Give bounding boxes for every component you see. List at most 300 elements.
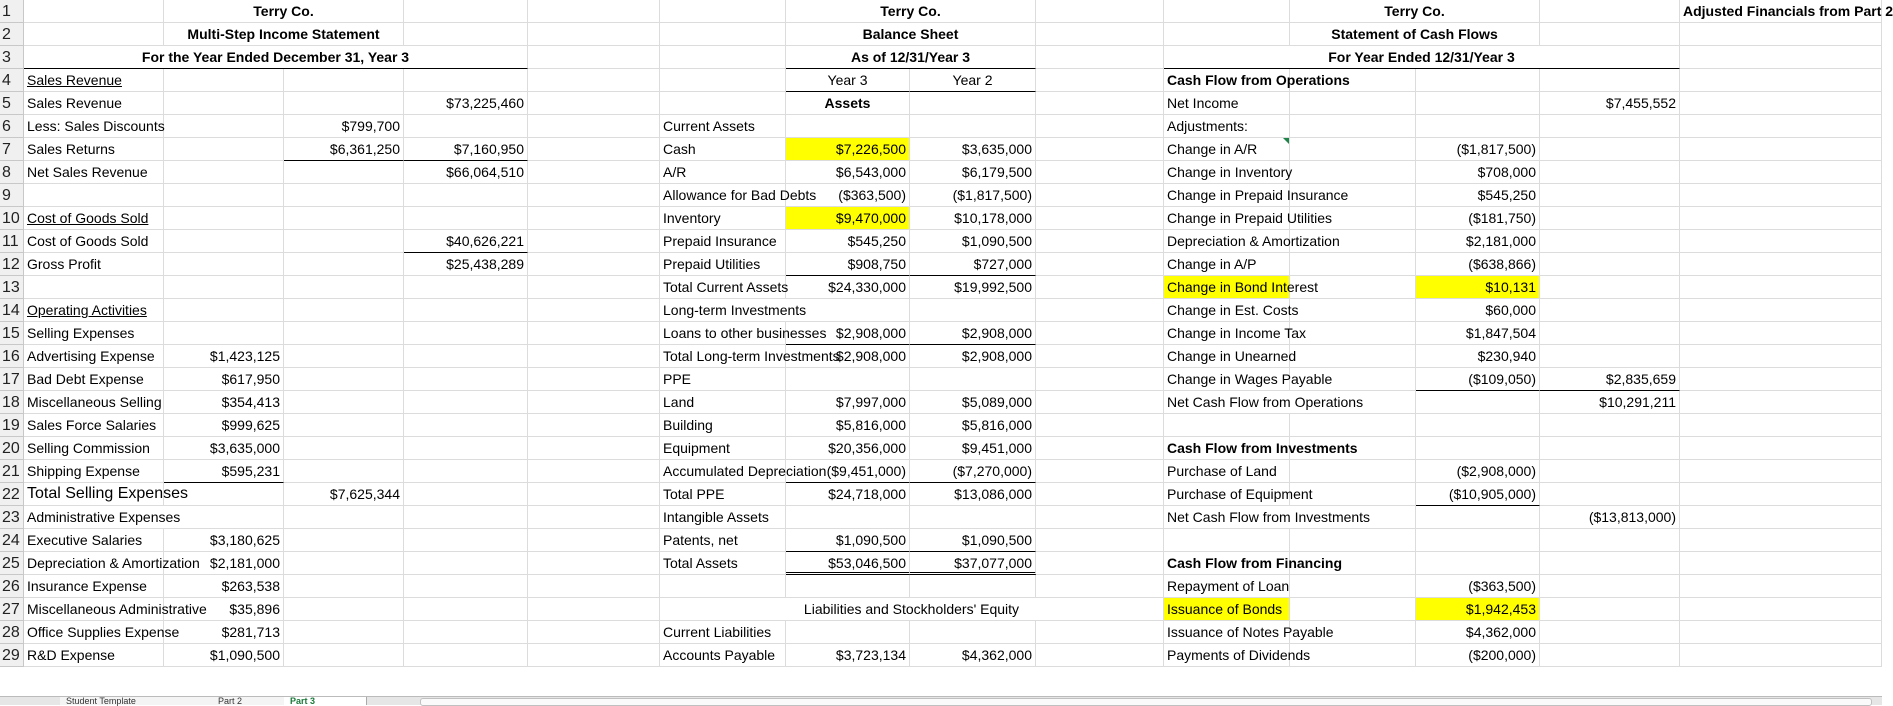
cell-h19[interactable]: $5,816,000: [910, 414, 1036, 437]
cell-l18[interactable]: [1416, 391, 1540, 414]
cell-d8[interactable]: $66,064,510: [404, 161, 528, 184]
cell-m22[interactable]: [1540, 483, 1680, 506]
cell-i15[interactable]: [1036, 322, 1164, 345]
cell-j5[interactable]: Net Income: [1164, 92, 1290, 115]
cell-b9[interactable]: [164, 184, 284, 207]
cell-e17[interactable]: [528, 368, 660, 391]
cell-n24[interactable]: [1680, 529, 1882, 552]
cell-n16[interactable]: [1680, 345, 1882, 368]
cell-b8[interactable]: [164, 161, 284, 184]
row-header[interactable]: 17: [0, 368, 24, 391]
cell-e3[interactable]: [528, 46, 660, 69]
cell-k28[interactable]: [1290, 621, 1416, 644]
cell-e14[interactable]: [528, 299, 660, 322]
cell-m26[interactable]: [1540, 575, 1680, 598]
row-header[interactable]: 8: [0, 161, 24, 184]
cell-a1[interactable]: [24, 0, 164, 23]
cell-g6[interactable]: [786, 115, 910, 138]
row-header[interactable]: 5: [0, 92, 24, 115]
cell-j29[interactable]: Payments of Dividends: [1164, 644, 1290, 667]
cell-a25[interactable]: Depreciation & Amortization: [24, 552, 164, 575]
cell-c12[interactable]: [284, 253, 404, 276]
row-header[interactable]: 22: [0, 483, 24, 506]
cell-f8[interactable]: A/R: [660, 161, 786, 184]
cell-k16[interactable]: [1290, 345, 1416, 368]
cell-d19[interactable]: [404, 414, 528, 437]
row-header[interactable]: 2: [0, 23, 24, 46]
cell-g19[interactable]: $5,816,000: [786, 414, 910, 437]
cell-i1[interactable]: [1036, 0, 1164, 23]
cell-l8[interactable]: $708,000: [1416, 161, 1540, 184]
cell-f13[interactable]: Total Current Assets: [660, 276, 786, 299]
cell-i8[interactable]: [1036, 161, 1164, 184]
cell-m18[interactable]: $10,291,211: [1540, 391, 1680, 414]
cell-f17[interactable]: PPE: [660, 368, 786, 391]
cell-f25[interactable]: Total Assets: [660, 552, 786, 575]
cell-l7[interactable]: ($1,817,500): [1416, 138, 1540, 161]
cell-k29[interactable]: [1290, 644, 1416, 667]
row-header[interactable]: 1: [0, 0, 24, 23]
cell-n2[interactable]: [1680, 23, 1882, 46]
cell-g18[interactable]: $7,997,000: [786, 391, 910, 414]
cell-a23[interactable]: Administrative Expenses: [24, 506, 284, 529]
cell-g2[interactable]: Balance Sheet: [786, 23, 1036, 46]
cell-k20[interactable]: [1290, 437, 1416, 460]
cell-g28[interactable]: [786, 621, 910, 644]
cell-a5[interactable]: Sales Revenue: [24, 92, 164, 115]
cell-a15[interactable]: Selling Expenses: [24, 322, 164, 345]
cell-b29[interactable]: $1,090,500: [164, 644, 284, 667]
cell-m10[interactable]: [1540, 207, 1680, 230]
cell-e16[interactable]: [528, 345, 660, 368]
cell-f28[interactable]: Current Liabilities: [660, 621, 786, 644]
cell-d24[interactable]: [404, 529, 528, 552]
cell-g11[interactable]: $545,250: [786, 230, 910, 253]
cell-m21[interactable]: [1540, 460, 1680, 483]
cell-n25[interactable]: [1680, 552, 1882, 575]
cell-m1[interactable]: [1540, 0, 1680, 23]
cell-h16[interactable]: $2,908,000: [910, 345, 1036, 368]
cell-a24[interactable]: Executive Salaries: [24, 529, 164, 552]
cell-g29[interactable]: $3,723,134: [786, 644, 910, 667]
cell-h4[interactable]: Year 2: [910, 69, 1036, 92]
cell-d13[interactable]: [404, 276, 528, 299]
cell-i9[interactable]: [1036, 184, 1164, 207]
cell-i18[interactable]: [1036, 391, 1164, 414]
cell-j28[interactable]: Issuance of Notes Payable: [1164, 621, 1290, 644]
row-header[interactable]: 29: [0, 644, 24, 667]
cell-f12[interactable]: Prepaid Utilities: [660, 253, 786, 276]
cell-d12[interactable]: $25,438,289: [404, 253, 528, 276]
cell-i20[interactable]: [1036, 437, 1164, 460]
cell-k17[interactable]: [1290, 368, 1416, 391]
cell-l4[interactable]: [1416, 69, 1540, 92]
cell-i26[interactable]: [1036, 575, 1164, 598]
cell-b17[interactable]: $617,950: [164, 368, 284, 391]
cell-f21[interactable]: Accumulated Depreciation: [660, 460, 786, 483]
cell-k9[interactable]: [1290, 184, 1416, 207]
cell-a19[interactable]: Sales Force Salaries: [24, 414, 164, 437]
cell-n10[interactable]: [1680, 207, 1882, 230]
cell-i7[interactable]: [1036, 138, 1164, 161]
cell-n6[interactable]: [1680, 115, 1882, 138]
row-header[interactable]: 6: [0, 115, 24, 138]
cell-c15[interactable]: [284, 322, 404, 345]
cell-m20[interactable]: [1540, 437, 1680, 460]
cell-j13[interactable]: Change in Bond Interest: [1164, 276, 1290, 299]
cell-j25[interactable]: Cash Flow from Financing: [1164, 552, 1290, 575]
cell-k11[interactable]: [1290, 230, 1416, 253]
horizontal-scrollbar[interactable]: [420, 698, 1872, 706]
cell-a18[interactable]: Miscellaneous Selling: [24, 391, 164, 414]
cell-g13[interactable]: $24,330,000: [786, 276, 910, 299]
cell-c10[interactable]: [284, 207, 404, 230]
cell-l16[interactable]: $230,940: [1416, 345, 1540, 368]
cell-c18[interactable]: [284, 391, 404, 414]
cell-n19[interactable]: [1680, 414, 1882, 437]
cell-e18[interactable]: [528, 391, 660, 414]
cell-h23[interactable]: [910, 506, 1036, 529]
cell-a29[interactable]: R&D Expense: [24, 644, 164, 667]
cell-j17[interactable]: Change in Wages Payable: [1164, 368, 1290, 391]
cell-m13[interactable]: [1540, 276, 1680, 299]
cell-j21[interactable]: Purchase of Land: [1164, 460, 1290, 483]
cell-e2[interactable]: [528, 23, 660, 46]
cell-h8[interactable]: $6,179,500: [910, 161, 1036, 184]
cell-l10[interactable]: ($181,750): [1416, 207, 1540, 230]
cell-k24[interactable]: [1290, 529, 1416, 552]
cell-n3[interactable]: [1680, 46, 1882, 69]
cell-a21[interactable]: Shipping Expense: [24, 460, 164, 483]
cell-b13[interactable]: [164, 276, 284, 299]
cell-a17[interactable]: Bad Debt Expense: [24, 368, 164, 391]
cell-l25[interactable]: [1416, 552, 1540, 575]
cell-c13[interactable]: [284, 276, 404, 299]
cell-d6[interactable]: [404, 115, 528, 138]
cell-i28[interactable]: [1036, 621, 1164, 644]
cell-g16[interactable]: $2,908,000: [786, 345, 910, 368]
cell-m4[interactable]: [1540, 69, 1680, 92]
cell-m8[interactable]: [1540, 161, 1680, 184]
cell-j24[interactable]: [1164, 529, 1290, 552]
cell-c28[interactable]: [284, 621, 404, 644]
cell-n4[interactable]: [1680, 69, 1882, 92]
cell-n21[interactable]: [1680, 460, 1882, 483]
cell-m28[interactable]: [1540, 621, 1680, 644]
cell-g21[interactable]: ($9,451,000): [786, 460, 910, 483]
cell-h22[interactable]: $13,086,000: [910, 483, 1036, 506]
cell-d22[interactable]: [404, 483, 528, 506]
cell-h14[interactable]: [910, 299, 1036, 322]
cell-c23[interactable]: [284, 506, 404, 529]
cell-c19[interactable]: [284, 414, 404, 437]
cell-e11[interactable]: [528, 230, 660, 253]
cell-j18[interactable]: Net Cash Flow from Operations: [1164, 391, 1416, 414]
cell-m25[interactable]: [1540, 552, 1680, 575]
cell-l24[interactable]: [1416, 529, 1540, 552]
cell-i21[interactable]: [1036, 460, 1164, 483]
cell-i25[interactable]: [1036, 552, 1164, 575]
cell-c7[interactable]: $6,361,250: [284, 138, 404, 161]
cell-h18[interactable]: $5,089,000: [910, 391, 1036, 414]
cell-f26[interactable]: [660, 575, 786, 598]
cell-n13[interactable]: [1680, 276, 1882, 299]
cell-e23[interactable]: [528, 506, 660, 529]
cell-d23[interactable]: [404, 506, 528, 529]
cell-n29[interactable]: [1680, 644, 1882, 667]
cell-m6[interactable]: [1540, 115, 1680, 138]
cell-h26[interactable]: [910, 575, 1036, 598]
cell-c4[interactable]: [284, 69, 404, 92]
cell-j11[interactable]: Depreciation & Amortization: [1164, 230, 1290, 253]
cell-h21[interactable]: ($7,270,000): [910, 460, 1036, 483]
cell-d15[interactable]: [404, 322, 528, 345]
cell-f9[interactable]: Allowance for Bad Debts: [660, 184, 786, 207]
cell-g1[interactable]: Terry Co.: [786, 0, 1036, 23]
cell-k6[interactable]: [1290, 115, 1416, 138]
cell-h13[interactable]: $19,992,500: [910, 276, 1036, 299]
cell-c8[interactable]: [284, 161, 404, 184]
cell-c16[interactable]: [284, 345, 404, 368]
cell-n17[interactable]: [1680, 368, 1882, 391]
cell-f2[interactable]: [660, 23, 786, 46]
cell-i3[interactable]: [1036, 46, 1164, 69]
cell-e22[interactable]: [528, 483, 660, 506]
cell-h6[interactable]: [910, 115, 1036, 138]
cell-b7[interactable]: [164, 138, 284, 161]
cell-m17[interactable]: $2,835,659: [1540, 368, 1680, 391]
cell-m5[interactable]: $7,455,552: [1540, 92, 1680, 115]
cell-l11[interactable]: $2,181,000: [1416, 230, 1540, 253]
cell-e26[interactable]: [528, 575, 660, 598]
cell-d5[interactable]: $73,225,460: [404, 92, 528, 115]
cell-e8[interactable]: [528, 161, 660, 184]
cell-d29[interactable]: [404, 644, 528, 667]
cell-l23[interactable]: [1416, 506, 1540, 529]
cell-k22[interactable]: [1290, 483, 1416, 506]
cell-f23[interactable]: Intangible Assets: [660, 506, 786, 529]
cell-g17[interactable]: [786, 368, 910, 391]
cell-d14[interactable]: [404, 299, 528, 322]
cell-d1[interactable]: [404, 0, 528, 23]
cell-h17[interactable]: [910, 368, 1036, 391]
cell-h25[interactable]: $37,077,000: [910, 552, 1036, 575]
cell-h10[interactable]: $10,178,000: [910, 207, 1036, 230]
cell-g3[interactable]: As of 12/31/Year 3: [786, 46, 1036, 69]
cell-g24[interactable]: $1,090,500: [786, 529, 910, 552]
cell-n8[interactable]: [1680, 161, 1882, 184]
cell-k19[interactable]: [1290, 414, 1416, 437]
cell-b1[interactable]: Terry Co.: [164, 0, 404, 23]
cell-e27[interactable]: [528, 598, 660, 621]
cell-f24[interactable]: Patents, net: [660, 529, 786, 552]
cell-m16[interactable]: [1540, 345, 1680, 368]
row-header[interactable]: 7: [0, 138, 24, 161]
cell-b16[interactable]: $1,423,125: [164, 345, 284, 368]
cell-f3[interactable]: [660, 46, 786, 69]
cell-e28[interactable]: [528, 621, 660, 644]
row-header[interactable]: 9: [0, 184, 24, 207]
cell-d4[interactable]: [404, 69, 528, 92]
cell-j23[interactable]: Net Cash Flow from Investments: [1164, 506, 1416, 529]
cell-g26[interactable]: [786, 575, 910, 598]
row-header[interactable]: 28: [0, 621, 24, 644]
cell-i11[interactable]: [1036, 230, 1164, 253]
cell-k5[interactable]: [1290, 92, 1416, 115]
cell-b20[interactable]: $3,635,000: [164, 437, 284, 460]
sheet-tab[interactable]: Part 2: [212, 697, 295, 705]
cell-b18[interactable]: $354,413: [164, 391, 284, 414]
row-header[interactable]: 16: [0, 345, 24, 368]
cell-h24[interactable]: $1,090,500: [910, 529, 1036, 552]
cell-d9[interactable]: [404, 184, 528, 207]
cell-i13[interactable]: [1036, 276, 1164, 299]
cell-i5[interactable]: [1036, 92, 1164, 115]
cell-i29[interactable]: [1036, 644, 1164, 667]
cell-d16[interactable]: [404, 345, 528, 368]
cell-a26[interactable]: Insurance Expense: [24, 575, 164, 598]
cell-b12[interactable]: [164, 253, 284, 276]
row-header[interactable]: 11: [0, 230, 24, 253]
cell-j10[interactable]: Change in Prepaid Utilities: [1164, 207, 1290, 230]
cell-e4[interactable]: [528, 69, 660, 92]
row-header[interactable]: 19: [0, 414, 24, 437]
cell-m15[interactable]: [1540, 322, 1680, 345]
cell-a11[interactable]: Cost of Goods Sold: [24, 230, 164, 253]
cell-l26[interactable]: ($363,500): [1416, 575, 1540, 598]
cell-j9[interactable]: Change in Prepaid Insurance: [1164, 184, 1290, 207]
cell-i22[interactable]: [1036, 483, 1164, 506]
cell-l14[interactable]: $60,000: [1416, 299, 1540, 322]
cell-e19[interactable]: [528, 414, 660, 437]
cell-a7[interactable]: Sales Returns: [24, 138, 164, 161]
cell-e9[interactable]: [528, 184, 660, 207]
cell-l13[interactable]: $10,131: [1416, 276, 1540, 299]
cell-k26[interactable]: [1290, 575, 1416, 598]
cell-c9[interactable]: [284, 184, 404, 207]
cell-a12[interactable]: Gross Profit: [24, 253, 164, 276]
cell-b21[interactable]: $595,231: [164, 460, 284, 483]
cell-e5[interactable]: [528, 92, 660, 115]
cell-l19[interactable]: [1416, 414, 1540, 437]
cell-g4[interactable]: Year 3: [786, 69, 910, 92]
cell-f5[interactable]: [660, 92, 786, 115]
cell-j27[interactable]: Issuance of Bonds: [1164, 598, 1290, 621]
cell-g9[interactable]: ($363,500): [786, 184, 910, 207]
cell-d27[interactable]: [404, 598, 528, 621]
row-header[interactable]: 15: [0, 322, 24, 345]
cell-e6[interactable]: [528, 115, 660, 138]
cell-b11[interactable]: [164, 230, 284, 253]
cell-a20[interactable]: Selling Commission: [24, 437, 164, 460]
cell-l22[interactable]: ($10,905,000): [1416, 483, 1540, 506]
cell-c22[interactable]: $7,625,344: [284, 483, 404, 506]
cell-k8[interactable]: [1290, 161, 1416, 184]
cell-k14[interactable]: [1290, 299, 1416, 322]
cell-c11[interactable]: [284, 230, 404, 253]
cell-b27[interactable]: $35,896: [164, 598, 284, 621]
cell-g7[interactable]: $7,226,500: [786, 138, 910, 161]
cell-d28[interactable]: [404, 621, 528, 644]
cell-i19[interactable]: [1036, 414, 1164, 437]
cell-g15[interactable]: $2,908,000: [786, 322, 910, 345]
cell-i4[interactable]: [1036, 69, 1164, 92]
cell-f29[interactable]: Accounts Payable: [660, 644, 786, 667]
cell-d11[interactable]: $40,626,221: [404, 230, 528, 253]
cell-k15[interactable]: [1290, 322, 1416, 345]
cell-b14[interactable]: [164, 299, 284, 322]
cell-b28[interactable]: $281,713: [164, 621, 284, 644]
cell-j2[interactable]: [1164, 23, 1290, 46]
cell-a16[interactable]: Advertising Expense: [24, 345, 164, 368]
cell-j26[interactable]: Repayment of Loan: [1164, 575, 1290, 598]
cell-j14[interactable]: Change in Est. Costs: [1164, 299, 1290, 322]
cell-g8[interactable]: $6,543,000: [786, 161, 910, 184]
cell-g25[interactable]: $53,046,500: [786, 552, 910, 575]
cell-b25[interactable]: $2,181,000: [164, 552, 284, 575]
row-header[interactable]: 13: [0, 276, 24, 299]
cell-a14[interactable]: Operating Activities: [24, 299, 164, 322]
cell-c26[interactable]: [284, 575, 404, 598]
cell-j7[interactable]: Change in A/R: [1164, 138, 1290, 161]
cell-f22[interactable]: Total PPE: [660, 483, 786, 506]
cell-k4[interactable]: [1290, 69, 1416, 92]
cell-h7[interactable]: $3,635,000: [910, 138, 1036, 161]
cell-l27[interactable]: $1,942,453: [1416, 598, 1540, 621]
cell-l17[interactable]: ($109,050): [1416, 368, 1540, 391]
cell-b10[interactable]: [164, 207, 284, 230]
row-header[interactable]: 3: [0, 46, 24, 69]
cell-j4[interactable]: Cash Flow from Operations: [1164, 69, 1290, 92]
cell-m2[interactable]: [1540, 23, 1680, 46]
cell-a6[interactable]: Less: Sales Discounts: [24, 115, 164, 138]
cell-g20[interactable]: $20,356,000: [786, 437, 910, 460]
cell-n9[interactable]: [1680, 184, 1882, 207]
cell-n18[interactable]: [1680, 391, 1882, 414]
cell-e24[interactable]: [528, 529, 660, 552]
cell-g22[interactable]: $24,718,000: [786, 483, 910, 506]
cell-n12[interactable]: [1680, 253, 1882, 276]
cell-f15[interactable]: Loans to other businesses: [660, 322, 786, 345]
cell-k3[interactable]: For Year Ended 12/31/Year 3: [1164, 46, 1680, 69]
cell-k25[interactable]: [1290, 552, 1416, 575]
cell-n22[interactable]: [1680, 483, 1882, 506]
cell-j19[interactable]: [1164, 414, 1290, 437]
cell-j8[interactable]: Change in Inventory: [1164, 161, 1290, 184]
cell-c29[interactable]: [284, 644, 404, 667]
cell-k21[interactable]: [1290, 460, 1416, 483]
cell-j1[interactable]: [1164, 0, 1290, 23]
cell-d26[interactable]: [404, 575, 528, 598]
cell-c21[interactable]: [284, 460, 404, 483]
cell-c14[interactable]: [284, 299, 404, 322]
cell-l5[interactable]: [1416, 92, 1540, 115]
cell-d20[interactable]: [404, 437, 528, 460]
cell-f14[interactable]: Long-term Investments: [660, 299, 910, 322]
cell-n11[interactable]: [1680, 230, 1882, 253]
cell-g12[interactable]: $908,750: [786, 253, 910, 276]
cell-d25[interactable]: [404, 552, 528, 575]
cell-f18[interactable]: Land: [660, 391, 786, 414]
cell-b15[interactable]: [164, 322, 284, 345]
cell-m12[interactable]: [1540, 253, 1680, 276]
row-header[interactable]: 20: [0, 437, 24, 460]
cell-g5[interactable]: Assets: [786, 92, 910, 115]
cell-i23[interactable]: [1036, 506, 1164, 529]
cell-b2[interactable]: Multi-Step Income Statement: [164, 23, 404, 46]
cell-k7[interactable]: [1290, 138, 1416, 161]
cell-m11[interactable]: [1540, 230, 1680, 253]
